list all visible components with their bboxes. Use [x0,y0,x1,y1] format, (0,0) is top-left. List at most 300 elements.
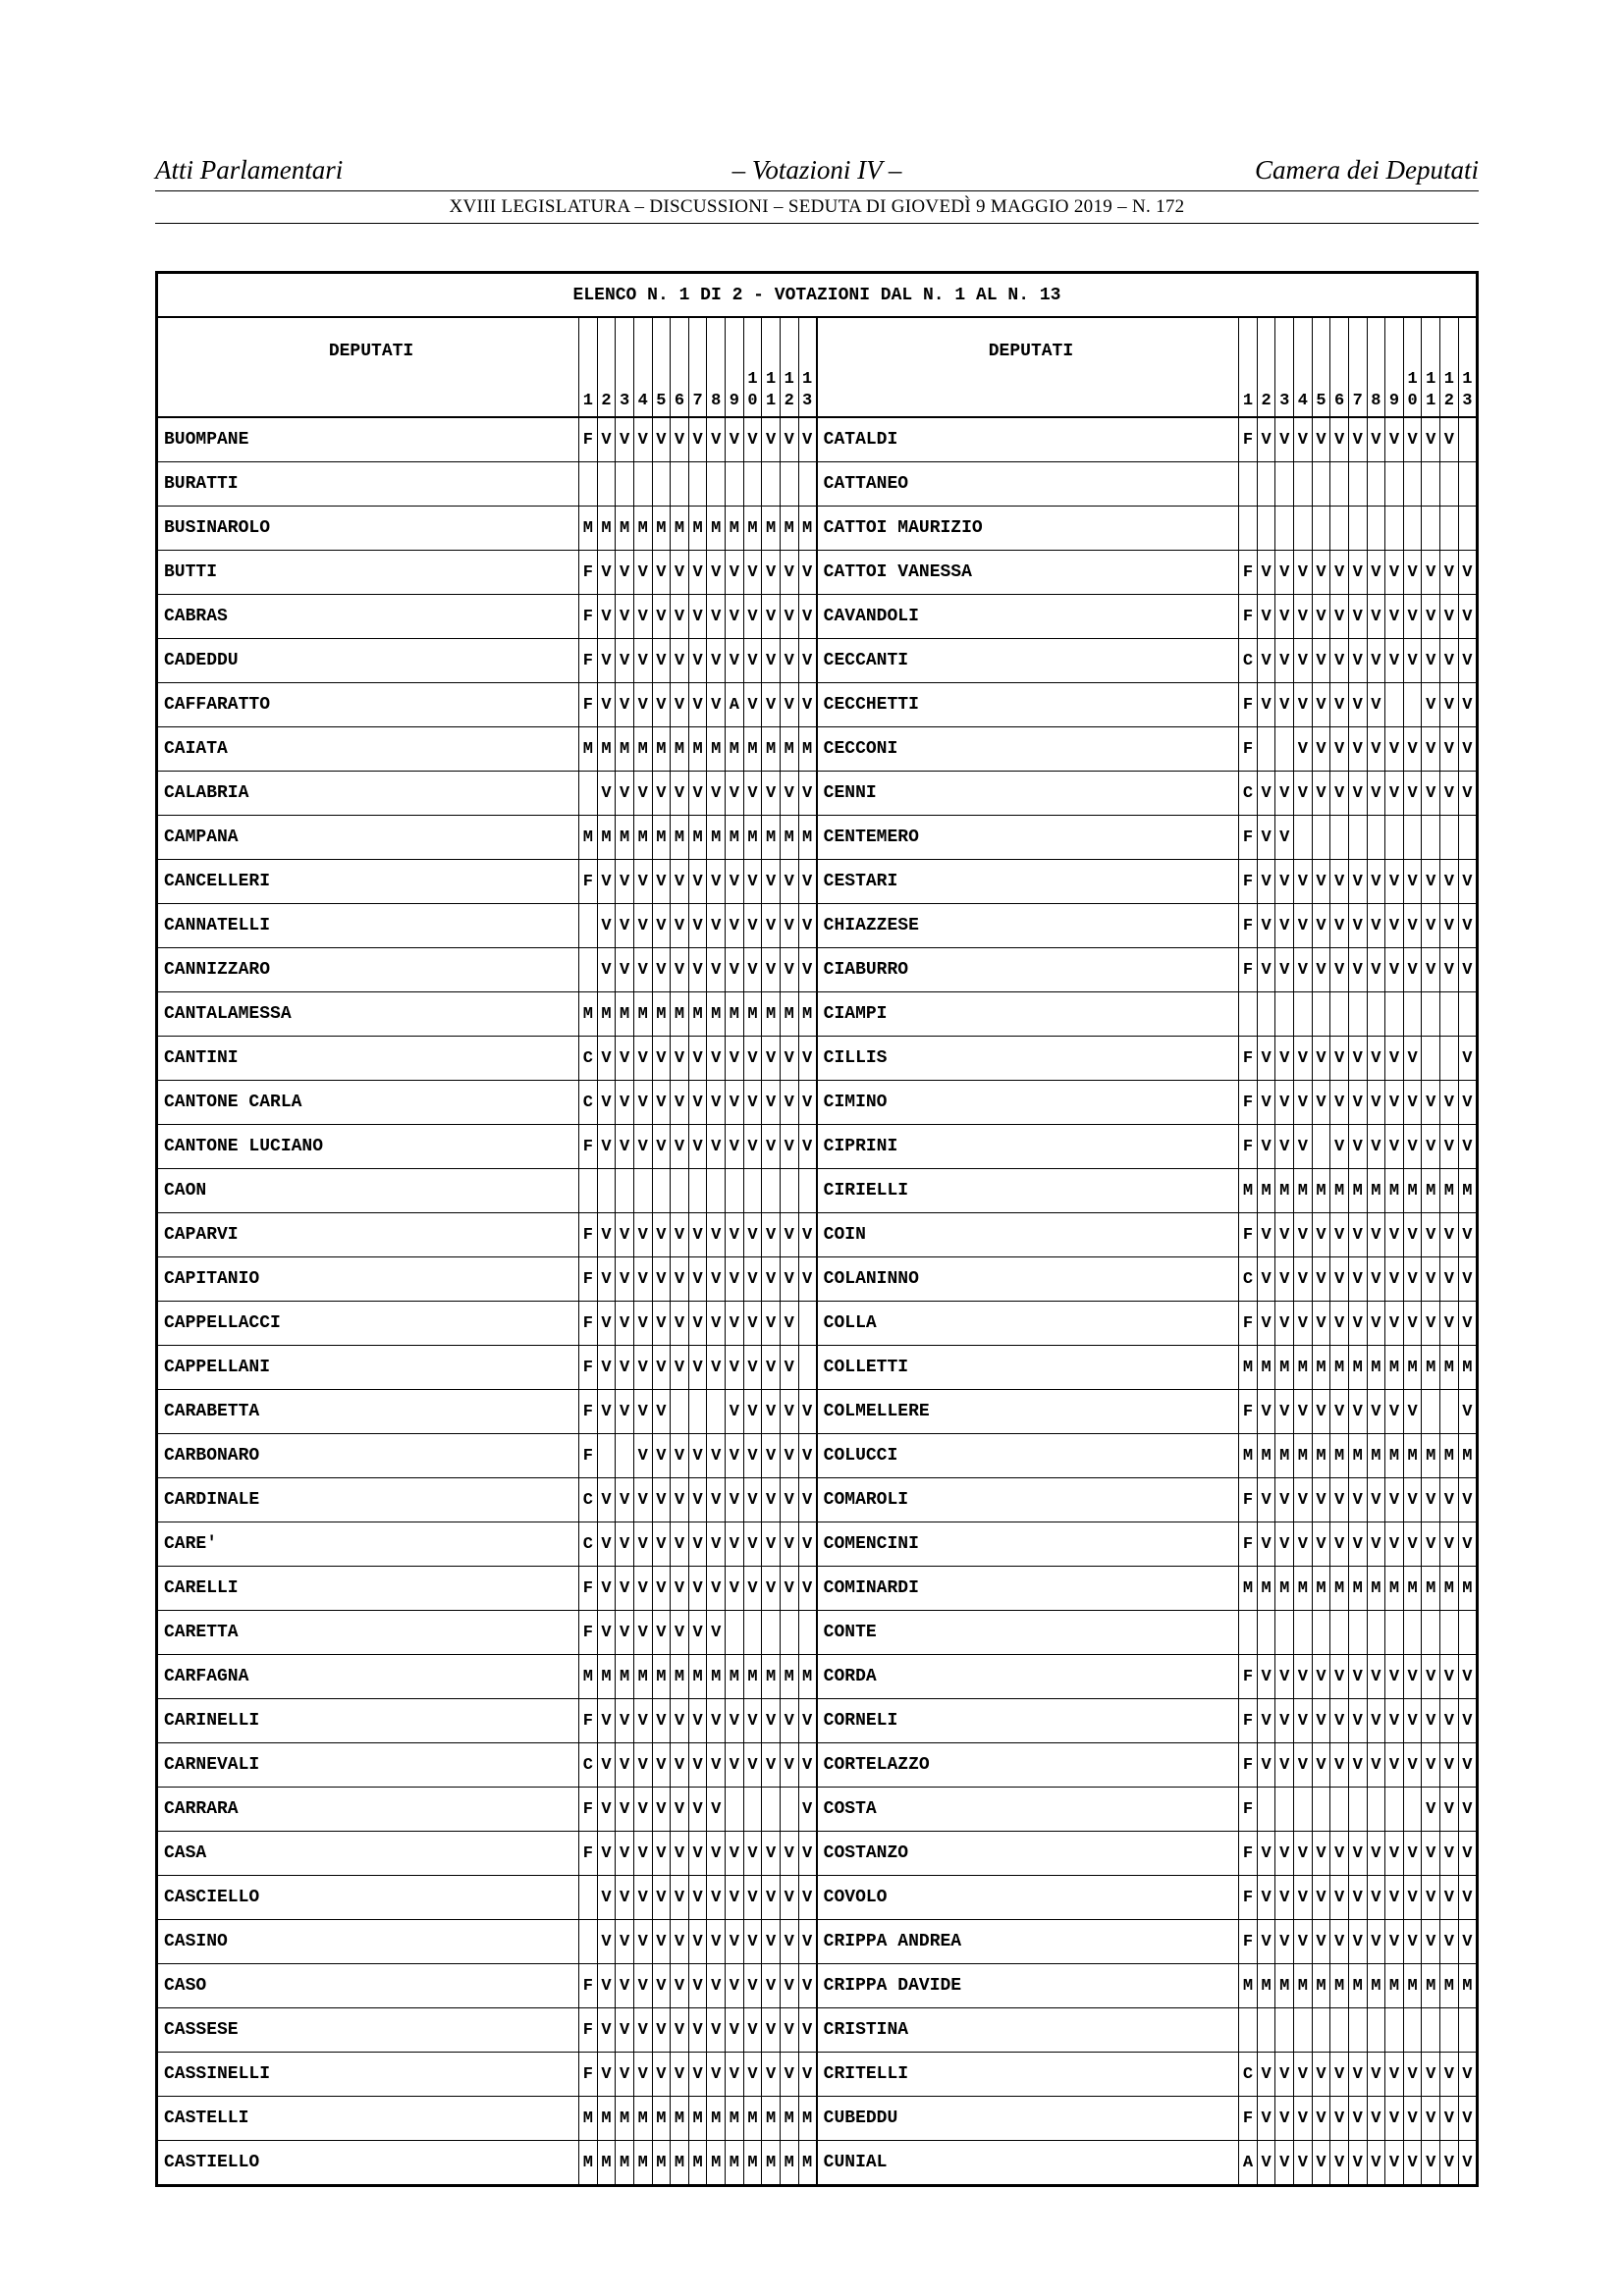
vote-cell: F [579,1964,598,2008]
vote-cell [1403,1788,1422,1832]
vote-cell: M [762,2141,781,2186]
vote-cell [798,1302,817,1346]
vote-cell: M [671,816,689,860]
vote-cell: V [1367,595,1385,639]
vote-cell: F [1239,1832,1258,1876]
vote-cell: F [1239,1522,1258,1567]
vote-cell [726,1611,744,1655]
vote-cell: V [1348,1699,1367,1743]
vote-cell [1348,1611,1367,1655]
vote-cell: V [633,904,652,948]
deputy-name: CASINO [157,1920,579,1964]
vote-cell: F [1239,1478,1258,1522]
vote-cell: V [597,1125,616,1169]
vote-cell: V [1294,2141,1313,2186]
vote-cell: V [762,1257,781,1302]
vote-cell: V [671,595,689,639]
vote-cell: V [1257,1655,1275,1699]
vote-cell: V [1257,683,1275,727]
deputy-name: COIN [817,1213,1239,1257]
vote-cell: V [1440,2097,1459,2141]
vote-cell: V [1348,639,1367,683]
vote-cell: M [726,507,744,551]
vote-cell: V [726,417,744,462]
vote-cell [1458,2008,1477,2053]
vote-cell: V [707,1037,726,1081]
vote-cell: V [762,1081,781,1125]
vote-cell: V [1385,595,1404,639]
vote-cell: V [1312,2053,1330,2097]
vote-cell: V [798,1832,817,1876]
vote-number-header [1294,317,1313,417]
vote-cell: F [1239,860,1258,904]
vote-cell: V [707,2008,726,2053]
vote-cell: M [1367,1169,1385,1213]
table-row [157,1213,1478,1257]
vote-cell: V [1458,595,1477,639]
vote-cell: V [633,1743,652,1788]
vote-cell: F [1239,1920,1258,1964]
vote-cell: V [633,551,652,595]
vote-cell: V [1367,1522,1385,1567]
vote-cell: V [780,1257,798,1302]
vote-cell: V [1294,683,1313,727]
vote-cell: V [616,595,634,639]
vote-cell: M [652,507,671,551]
vote-number-units: 7 [692,392,703,410]
vote-cell: V [688,1302,707,1346]
vote-number-tens [1349,369,1367,391]
vote-cell: V [616,2008,634,2053]
vote-cell: M [633,1655,652,1699]
vote-cell: V [1367,1478,1385,1522]
deputy-name: COSTANZO [817,1832,1239,1876]
vote-cell: V [1385,948,1404,992]
vote-cell: V [671,1522,689,1567]
vote-cell [1330,1611,1349,1655]
vote-cell: C [1239,772,1258,816]
vote-cell: V [1275,1655,1294,1699]
vote-cell: M [1348,1964,1367,2008]
vote-cell: V [1458,639,1477,683]
vote-cell: M [1440,1567,1459,1611]
vote-cell: V [798,683,817,727]
vote-cell: V [1257,1125,1275,1169]
vote-cell: V [707,1081,726,1125]
vote-cell: V [780,772,798,816]
vote-cell: V [652,1522,671,1567]
vote-cell: V [1294,904,1313,948]
vote-cell [1385,2008,1404,2053]
vote-cell: C [1239,639,1258,683]
vote-number-tens [579,369,597,391]
vote-number-tens: 1 [747,370,758,389]
vote-cell: V [1385,1832,1404,1876]
vote-cell: V [1403,417,1422,462]
vote-cell [1294,992,1313,1037]
vote-cell: V [1330,860,1349,904]
vote-cell: V [597,417,616,462]
vote-cell [1330,1788,1349,1832]
vote-cell: V [1458,860,1477,904]
vote-cell: V [1330,1699,1349,1743]
vote-cell: V [1348,417,1367,462]
vote-cell: F [1239,595,1258,639]
vote-cell: M [1294,1346,1313,1390]
vote-cell: V [1348,2141,1367,2186]
vote-cell [597,1169,616,1213]
vote-cell: V [1458,772,1477,816]
vote-number-header [1348,317,1367,417]
deputy-name: CIPRINI [817,1125,1239,1169]
vote-cell: M [1348,1346,1367,1390]
vote-cell: V [1385,1213,1404,1257]
vote-cell: V [1275,595,1294,639]
vote-cell [1294,507,1313,551]
vote-cell: V [633,1390,652,1434]
vote-cell: V [688,1522,707,1567]
vote-number-header [652,317,671,417]
vote-cell: F [579,1213,598,1257]
vote-number-tens: 1 [1407,370,1418,389]
vote-cell: V [726,772,744,816]
vote-cell: V [1422,727,1440,772]
vote-number-tens [1239,369,1257,391]
vote-cell: V [1257,1302,1275,1346]
vote-cell [1367,1788,1385,1832]
vote-cell: V [633,1037,652,1081]
deputy-name: CIRIELLI [817,1169,1239,1213]
vote-cell: V [1422,1213,1440,1257]
vote-cell: V [1403,639,1422,683]
table-row [157,2053,1478,2097]
vote-cell: V [707,551,726,595]
vote-cell [1422,1037,1440,1081]
vote-cell: V [780,1478,798,1522]
vote-cell: M [1348,1169,1367,1213]
vote-cell: V [652,1611,671,1655]
vote-cell [1294,1611,1313,1655]
vote-cell: V [762,772,781,816]
vote-number-tens [1330,369,1348,391]
vote-cell: V [616,1567,634,1611]
vote-cell: V [780,1302,798,1346]
vote-cell: V [1275,1699,1294,1743]
vote-cell: V [762,1346,781,1390]
vote-cell: V [1422,595,1440,639]
vote-cell [1239,507,1258,551]
vote-cell: V [597,1037,616,1081]
vote-cell: V [798,1213,817,1257]
vote-cell: V [1348,1081,1367,1125]
vote-cell: M [1385,1169,1404,1213]
vote-cell [1440,1390,1459,1434]
vote-cell: V [707,2053,726,2097]
vote-cell [726,462,744,507]
vote-cell: V [1385,727,1404,772]
vote-cell: V [743,1213,762,1257]
page-header [155,149,1479,188]
vote-cell: V [1422,1125,1440,1169]
vote-cell: V [1294,948,1313,992]
vote-cell: V [726,1213,744,1257]
vote-cell [1385,992,1404,1037]
vote-cell: V [1312,1478,1330,1522]
vote-cell: M [688,992,707,1037]
table-row [157,816,1478,860]
vote-cell: V [671,1434,689,1478]
vote-cell: V [1257,1037,1275,1081]
deputy-name: COMAROLI [817,1478,1239,1522]
vote-cell: V [1294,595,1313,639]
vote-cell [1403,2008,1422,2053]
vote-cell: V [780,948,798,992]
table-row [157,2008,1478,2053]
vote-cell: F [579,683,598,727]
vote-cell: V [1440,2053,1459,2097]
table-row [157,1257,1478,1302]
vote-cell: V [688,1346,707,1390]
vote-cell: M [780,2097,798,2141]
vote-cell: V [1440,595,1459,639]
vote-cell: V [780,904,798,948]
vote-cell: V [798,1478,817,1522]
vote-cell: M [1348,1567,1367,1611]
vote-cell: V [652,1081,671,1125]
vote-cell: V [1312,1655,1330,1699]
vote-cell: V [1403,1081,1422,1125]
vote-cell: V [597,1876,616,1920]
vote-cell: V [1294,1390,1313,1434]
vote-cell: V [1403,1920,1422,1964]
vote-cell: V [1257,417,1275,462]
vote-cell: V [1257,1081,1275,1125]
vote-cell: V [1403,1522,1422,1567]
vote-cell: M [762,2097,781,2141]
vote-cell [1330,992,1349,1037]
vote-cell: V [798,639,817,683]
vote-cell: V [1348,2053,1367,2097]
vote-cell: V [1367,639,1385,683]
vote-cell [1330,462,1349,507]
vote-number-units: 0 [1407,392,1418,410]
vote-cell: F [1239,816,1258,860]
vote-cell: V [1257,1390,1275,1434]
vote-cell: V [1330,1302,1349,1346]
vote-cell [1294,816,1313,860]
vote-number-header [633,317,652,417]
vote-cell: V [1367,1125,1385,1169]
vote-cell: V [1330,639,1349,683]
deputy-name: CORDA [817,1655,1239,1699]
vote-cell: V [1403,1037,1422,1081]
vote-cell: V [688,904,707,948]
vote-number-tens: 1 [784,370,794,389]
vote-cell: V [1403,1125,1422,1169]
vote-cell: V [1403,1876,1422,1920]
deputy-name: COLANINNO [817,1257,1239,1302]
vote-cell: V [1330,904,1349,948]
vote-cell: V [780,1434,798,1478]
vote-cell: M [743,507,762,551]
vote-cell: V [726,551,744,595]
vote-cell: V [726,1699,744,1743]
vote-cell: M [743,1655,762,1699]
vote-cell: V [1294,1125,1313,1169]
vote-cell: V [762,1213,781,1257]
vote-cell [1275,1611,1294,1655]
vote-cell: V [688,1213,707,1257]
vote-cell: V [798,417,817,462]
vote-cell: V [652,1832,671,1876]
vote-cell: V [1275,1125,1294,1169]
vote-cell [1458,992,1477,1037]
vote-cell [1312,1125,1330,1169]
vote-cell: V [616,1788,634,1832]
vote-cell: V [798,1522,817,1567]
vote-cell: V [1294,1037,1313,1081]
vote-cell: V [1275,551,1294,595]
vote-cell: M [652,2141,671,2186]
vote-cell: V [616,1699,634,1743]
deputy-name: CUNIAL [817,2141,1239,2186]
vote-number-units: 9 [1388,392,1400,410]
vote-cell: M [671,727,689,772]
vote-cell: V [633,1964,652,2008]
vote-cell: V [1367,683,1385,727]
vote-number-tens: 1 [802,370,813,389]
vote-cell: F [579,2008,598,2053]
vote-cell: V [1275,639,1294,683]
table-row [157,1434,1478,1478]
vote-cell: V [762,417,781,462]
deputy-name: CASO [157,1964,579,2008]
vote-cell: V [743,1832,762,1876]
vote-cell: V [1403,860,1422,904]
deputy-name: CRIPPA ANDREA [817,1920,1239,1964]
vote-cell: M [1367,1346,1385,1390]
vote-cell: V [1348,1257,1367,1302]
vote-cell: M [1312,1434,1330,1478]
vote-cell: V [1440,860,1459,904]
vote-cell: M [780,1655,798,1699]
vote-cell: V [688,948,707,992]
vote-cell: V [743,1522,762,1567]
vote-cell: V [652,683,671,727]
vote-cell: V [1348,948,1367,992]
vote-cell: V [652,551,671,595]
deputy-name: CORTELAZZO [817,1743,1239,1788]
vote-cell: M [762,1655,781,1699]
vote-number-header [616,317,634,417]
vote-cell [1422,2008,1440,2053]
vote-cell: V [597,1213,616,1257]
vote-cell: V [726,1920,744,1964]
vote-cell [1367,507,1385,551]
vote-cell: M [743,727,762,772]
vote-cell: V [762,1699,781,1743]
deputy-name: CRISTINA [817,2008,1239,2053]
vote-cell: V [1458,1876,1477,1920]
vote-cell: V [1458,904,1477,948]
vote-cell: V [780,1832,798,1876]
vote-cell: V [671,551,689,595]
vote-cell: V [743,551,762,595]
vote-cell: V [633,1434,652,1478]
vote-cell: M [1275,1434,1294,1478]
vote-cell: F [1239,1788,1258,1832]
vote-cell [1348,2008,1367,2053]
vote-cell: V [726,1390,744,1434]
vote-cell: M [1239,1964,1258,2008]
vote-cell: V [1312,551,1330,595]
vote-cell: V [616,1125,634,1169]
table-row [157,1522,1478,1567]
vote-cell: V [1330,1920,1349,1964]
vote-cell: M [762,816,781,860]
deputy-name: CATTOI VANESSA [817,551,1239,595]
vote-cell: V [1367,2097,1385,2141]
vote-cell [1294,1788,1313,1832]
vote-cell [1403,462,1422,507]
vote-cell: V [1367,1081,1385,1125]
vote-cell: M [652,1655,671,1699]
vote-cell: V [743,1434,762,1478]
table-row [157,1655,1478,1699]
vote-cell: V [1440,1743,1459,1788]
vote-cell: F [579,1125,598,1169]
vote-cell: V [707,1434,726,1478]
vote-cell [1458,816,1477,860]
vote-cell: V [616,1037,634,1081]
deputy-name: CARETTA [157,1611,579,1655]
vote-cell: F [1239,1213,1258,1257]
vote-cell: F [1239,1125,1258,1169]
deputy-name: CANTALAMESSA [157,992,579,1037]
vote-cell: V [1458,1478,1477,1522]
vote-cell [780,1169,798,1213]
vote-cell: M [688,507,707,551]
vote-cell [1257,727,1275,772]
vote-number-units: 3 [1462,392,1473,410]
vote-cell: V [688,683,707,727]
vote-cell: M [652,992,671,1037]
vote-cell: V [688,1699,707,1743]
table-row [157,904,1478,948]
vote-cell: V [726,1964,744,2008]
vote-cell: V [1348,595,1367,639]
vote-cell: V [1367,1037,1385,1081]
vote-cell [1239,992,1258,1037]
vote-cell: V [707,1876,726,1920]
vote-cell: V [652,1567,671,1611]
deputy-name: CASCIELLO [157,1876,579,1920]
vote-cell: V [1458,1257,1477,1302]
vote-cell [1348,1788,1367,1832]
vote-cell: V [633,1611,652,1655]
vote-cell: M [707,1655,726,1699]
vote-cell: V [616,2053,634,2097]
vote-cell: M [707,992,726,1037]
vote-cell: V [1367,551,1385,595]
vote-cell: V [688,2053,707,2097]
vote-cell: M [671,1655,689,1699]
vote-cell: V [652,595,671,639]
vote-cell: V [1312,904,1330,948]
vote-cell: V [633,1346,652,1390]
vote-number-units: 2 [1443,392,1454,410]
vote-cell [1403,1611,1422,1655]
